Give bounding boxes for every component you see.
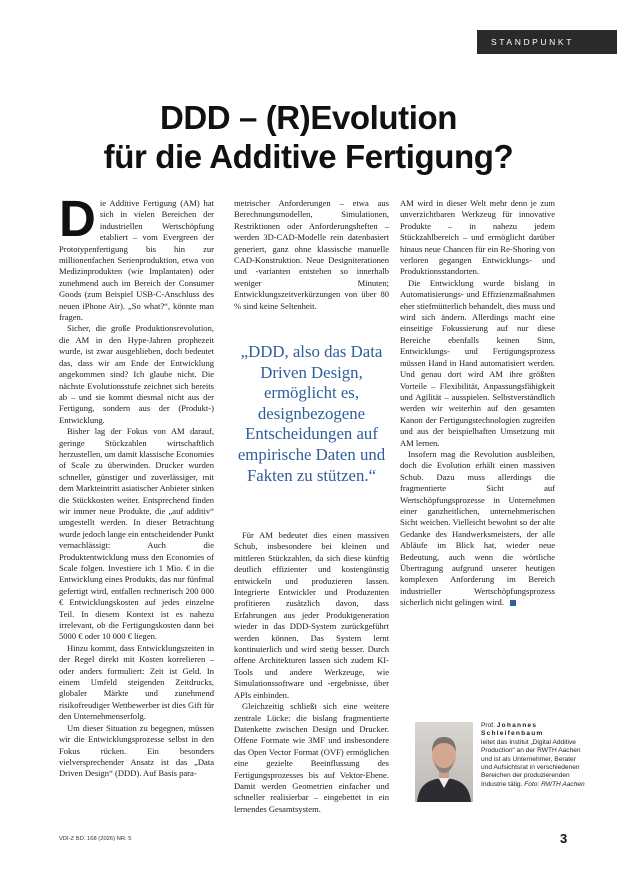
author-name: Johannes Schleifenbaum bbox=[481, 722, 544, 738]
author-bio bbox=[481, 722, 586, 789]
headline bbox=[0, 98, 617, 176]
author-portrait-image bbox=[415, 722, 473, 802]
article-column-2-bottom bbox=[234, 530, 389, 815]
paragraph: Sicher, die große Produktionsrevolution, die AM in den Hype-Jahren prophezeit wurde, ist zwar ausgeblieben, doch bedeutet das, dass wir am Ende der Entwicklung angekommen sind? Ich glaube nicht. Die nächste Evolutionsstufe zeichnet sich bereits ab – und sie kommt diesmal nicht aus der Fertigung, sondern aus der (Produkt-) Entwicklung. bbox=[59, 323, 214, 425]
paragraph bbox=[400, 449, 555, 609]
paragraph-text: Insofern mag die Revolution ausbleiben, doch die Evolution erhält einen massiven Schub. Dazu muss allerdings die fragmentierte Sicht auf Wertschöpfungsprozesse in Unternehmen einer ganzheitlichen, unternehmerischen Sicht weichen. Vielleicht bewohnt so der alte Gedanke des Handwerksmeisters, der alle Abläufe im Blick hat, wieder neue Bedeutung, auch wenn die wörtliche Übertragung aufgrund unserer heutigen komplexen Anforderung im Bereich industrieller Wertschöpfungsprozess sicherlich nicht gelingen wird. bbox=[400, 448, 555, 608]
paragraph: Die Entwicklung wurde bislang in Automatisierungs- und Effizienzmaßnahmen eher stiefmütterlich behandelt, dies muss und wird sich ändern. Allerdings macht eine einseitige Fokussierung auf nur diese Bereiche ebenfalls keinen Sinn, Entwicklungs- und Fertigungsprozess müssen Hand in Hand automatisiert werden. Und genau dort wird AM ihre größten Vorteile – Flexibilität, Anpassungsfähigkeit und Agilität – ausspielen. Selbstverständlich werden wir weiterhin auf den gesamten Kanon der Fertigungstechnologien zugreifen und aus der beispielhaften Umsetzung mit AM lernen. bbox=[400, 277, 555, 448]
paragraph: metrischer Anforderungen – etwa aus Berechnungsmodellen, Simulationen, Restriktionen oder Anforderungsheften – werden 3D-CAD-Modelle rein datenbasiert generiert, ganz ohne klassische manuelle CAD-Konstruktion. Neue Designiterationen und -varianten entstehen so innerhalb weniger Minuten; Entwicklungszeitverkürzungen von über 80 % sind keine Seltenheit. bbox=[234, 198, 389, 311]
article-column-1 bbox=[59, 190, 214, 780]
journal-reference: VDI-Z BD. 168 (2026) NR. 5 bbox=[59, 836, 132, 842]
end-of-article-mark bbox=[510, 600, 516, 606]
paragraph bbox=[59, 190, 214, 323]
author-title: Prof. bbox=[481, 722, 495, 729]
author-photo bbox=[415, 722, 473, 802]
article-column-3 bbox=[400, 198, 555, 609]
section-label: STANDPUNKT bbox=[491, 37, 574, 47]
author-description: leitet das Institut „Digital Additive Production“ an der RWTH Aachen und ist als Unternehmer, Berater und Aufsichtsrat in verschiedenen Bereichen der produzierenden Industrie tätig. bbox=[481, 738, 581, 788]
paragraph: Hinzu kommt, dass Entwicklungszeiten in der Regel direkt mit Kosten korrelieren – oder anders formuliert: Zeit ist Geld. In einem Umfeld steigenden Zeitdrucks, globaler Märkte und zunehmend risikofreudiger Wettbewerber ist dies Gift für den Unternehmenserfolg. bbox=[59, 642, 214, 722]
paragraph: Um dieser Situation zu begegnen, müssen wir die Entwicklungsprozesse selbst in den Fokus rücken. Ein besonders vielversprechender Ansatz ist das „Data Driven Design“ (DDD). Auf Basis para- bbox=[59, 722, 214, 779]
author-name-line bbox=[481, 722, 586, 739]
paragraph: AM wird in dieser Welt mehr denn je zum unverzichtbaren Werkzeug für innovative Produkte – in nahezu jedem Stückzahlbereich – und ermöglicht darüber hinaus neue Chancen für ein Re-Shoring von verloren gegangen Entwicklungs- und Produktionsstandorten. bbox=[400, 198, 555, 277]
photo-credit: Foto: RWTH Aachen bbox=[524, 780, 585, 788]
pull-quote: „DDD, also das Data Driven Design, ermöglicht es, designbezogene Entscheidungen auf empirische Daten und Fakten zu stützen.“ bbox=[237, 342, 386, 485]
paragraph: Bisher lag der Fokus von AM darauf, geringe Stückzahlen wirtschaftlich herzustellen, um damit klassische Economies of Scale zu überwinden. Drucker wurden schneller, günstiger und zuverlässiger, mit dem Markteintritt asiatischer Anbieter sinken die Stückkosten weiter. Entsprechend finden wir immer neue Produkte, die „auf additiv“ umgestellt werden. In dieser Betrachtung wurde jedoch lange ein entscheidender Punkt vernachlässigt: Auch die Produktentwicklung muss den Economies of Scale folgen. Investiere ich 1 Mio. € in die Entwicklung eines Produkts, das nur fünfmal gefertigt wird, entfallen rechnerisch 200 000 € Entwicklungskosten auf jedes einzelne Teil. In diesem Kontext ist es nahezu irrelevant, ob die Fertigungskosten dann bei 5000 € oder 10 000 € liegen. bbox=[59, 426, 214, 642]
headline-line-1: DDD – (R)Evolution bbox=[159, 99, 458, 136]
headline-line-2: für die Additive Fertigung? bbox=[103, 138, 514, 175]
paragraph-text: ie Additive Fertigung (AM) hat sich in vielen Bereichen der industriellen Wertschöpfung etabliert – vom Evergreen der Prototypenfertigung bis hin zur millionenfachen Serienproduktion, etwa von Medizinprodukten (wie Implantaten) oder zunehmend auch im Bereich der Consumer Goods (zum Beispiel USB-C-Anschluss des neuen iPhone Air). „So what?“, könnte man fragen. bbox=[59, 198, 214, 323]
page-number: 3 bbox=[560, 831, 568, 846]
paragraph: Gleichzeitig schließt sich eine weitere zentrale Lücke: die bislang fragmentierte Datenkette zwischen Design und Drucker. Offene Formate wie 3MF und insbesondere das Open Vector Format (OVF) ermöglichen eine gezielte Beeinflussung des Fertigungsprozesses bis auf Vektor-Ebene. Damit werden Geometrien einfacher und schneller realisierbar – eingebettet in ein lernendes Gesamtsystem. bbox=[234, 701, 389, 814]
paragraph: Für AM bedeutet dies einen massiven Schub, insbesondere bei kleinen und mittleren Stückzahlen, da sich diese künftig deutlich effizienter und kostengünstig entwickeln und produzieren lassen. Integrierte Entwickler und Produzenten profitieren zusätzlich davon, dass Erfahrungen aus jeder Produktgeneration wieder in das DDD-System zurückgeführt werden können. Das System lernt kontinuierlich und wird stetig besser. Durch offene Architekturen lassen sich zudem KI-Tools und andere Werkzeuge, wie Simulationssoftware und -ergebnisse, über APIs einbinden. bbox=[234, 530, 389, 700]
drop-cap: D bbox=[59, 190, 96, 247]
section-tag bbox=[477, 30, 617, 54]
article-column-2-top bbox=[234, 198, 389, 312]
